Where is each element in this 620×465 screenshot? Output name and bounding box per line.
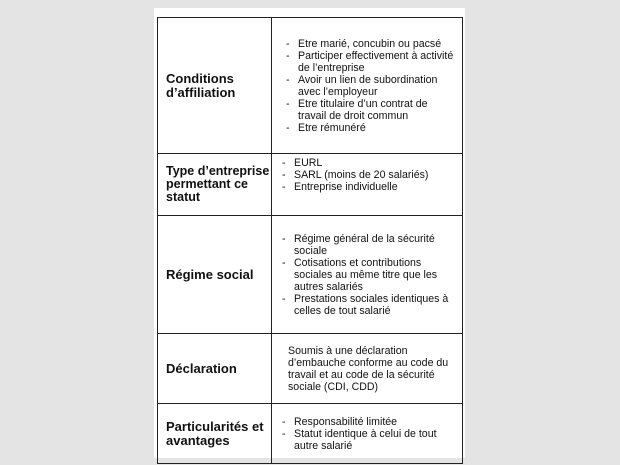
row-label-type-entreprise: Type d’entreprise permettant ce statut xyxy=(158,154,272,216)
row-label-conditions: Conditions d’affiliation xyxy=(158,18,272,154)
table-row-conditions xyxy=(158,18,463,154)
list-item: - Responsabilité limitée xyxy=(280,416,458,428)
conditions-list xyxy=(284,38,458,134)
table-row-regime-social xyxy=(158,216,463,334)
table-row-particularites xyxy=(158,404,463,464)
row-content-conditions xyxy=(272,18,463,154)
list-item: - Etre titulaire d’un contrat de travail de droit commun xyxy=(284,98,458,122)
list-item: - Statut identique à celui de tout autre salarié xyxy=(280,428,458,452)
declaration-text: Soumis à une déclaration d’embauche conforme au code du travail et au code de la sécurité sociale (CDI, CDD) xyxy=(288,344,449,393)
affiliation-info-table xyxy=(157,17,463,464)
row-content-regime-social xyxy=(272,216,463,334)
list-item: - Etre rémunéré xyxy=(284,122,458,134)
table-row-type-entreprise xyxy=(158,154,463,216)
row-content-type-entreprise xyxy=(272,154,463,216)
list-item: - EURL xyxy=(280,157,458,169)
row-content-declaration xyxy=(272,334,463,404)
list-item: - Régime général de la sécurité sociale xyxy=(280,233,458,257)
row-label-regime-social: Régime social xyxy=(158,216,272,334)
row-content-particularites xyxy=(272,404,463,464)
type-entreprise-list xyxy=(280,157,458,193)
list-item: - SARL (moins de 20 salariés) xyxy=(280,169,458,181)
list-item: - Etre marié, concubin ou pacsé xyxy=(284,38,458,50)
table-row-declaration xyxy=(158,334,463,404)
list-item: - Participer effectivement à activité de l’entreprise xyxy=(284,50,458,74)
row-label-declaration: Déclaration xyxy=(158,334,272,404)
list-item: - Entreprise individuelle xyxy=(280,181,458,193)
row-label-particularites: Particularités et avantages xyxy=(158,404,272,464)
particularites-list xyxy=(280,416,458,452)
list-item: - Avoir un lien de subordination avec l’employeur xyxy=(284,74,458,98)
list-item: - Prestations sociales identiques à celles de tout salarié xyxy=(280,293,458,317)
regime-social-list xyxy=(280,233,458,317)
document-page xyxy=(154,8,465,458)
list-item: - Cotisations et contributions sociales au même titre que les autres salariés xyxy=(280,257,458,293)
